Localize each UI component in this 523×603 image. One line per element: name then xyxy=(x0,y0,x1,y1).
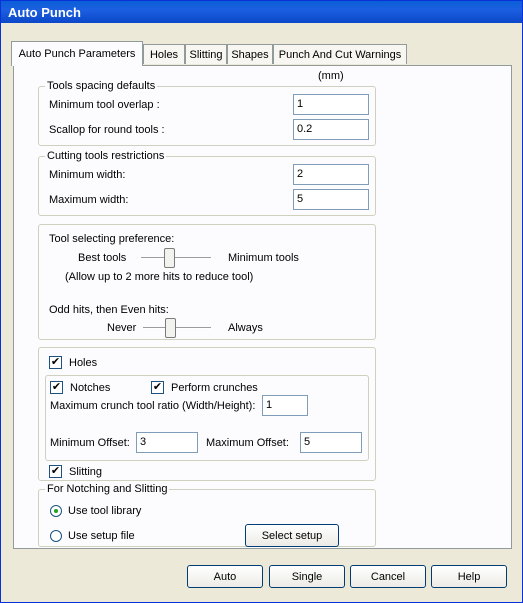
tab-label: Punch And Cut Warnings xyxy=(278,49,402,61)
max-offset-label: Maximum Offset: xyxy=(206,437,289,449)
tab-auto-punch-parameters[interactable] xyxy=(11,41,143,66)
group-title: For Notching and Slitting xyxy=(47,483,168,495)
window-title: Auto Punch xyxy=(8,5,81,20)
group-title: Tools spacing defaults xyxy=(47,80,156,92)
tool-selecting-title: Tool selecting preference: xyxy=(49,233,175,245)
min-offset-label: Minimum Offset: xyxy=(50,437,130,449)
max-offset-field[interactable]: 5 xyxy=(300,432,362,453)
scallop-field[interactable]: 0.2 xyxy=(293,119,369,140)
crunch-ratio-label: Maximum crunch tool ratio (Width/Height): xyxy=(50,400,256,412)
max-width-label: Maximum width: xyxy=(49,194,129,206)
tool-preference-slider[interactable] xyxy=(164,248,175,268)
holes-label: Holes xyxy=(69,357,98,369)
scallop-label: Scallop for round tools : xyxy=(49,124,165,136)
notches-group xyxy=(45,375,369,461)
tab-label: Slitting xyxy=(189,49,223,61)
select-setup-button[interactable]: Select setup xyxy=(245,524,339,547)
tab-label: Auto Punch Parameters xyxy=(18,48,136,60)
unit-label: (mm) xyxy=(318,70,344,82)
best-tools-label: Best tools xyxy=(78,252,127,264)
always-label: Always xyxy=(228,322,263,334)
slitting-checkbox[interactable]: ✔ xyxy=(50,465,61,477)
notches-label: Notches xyxy=(70,382,111,394)
min-offset-field[interactable]: 3 xyxy=(136,432,198,453)
group-title: Cutting tools restrictions xyxy=(47,150,165,162)
tab-panel xyxy=(13,65,512,549)
tools-spacing-group xyxy=(38,80,376,146)
tool-preference-slider-track xyxy=(141,257,211,259)
crunch-ratio-field[interactable]: 1 xyxy=(262,395,308,416)
help-button[interactable]: Help xyxy=(431,565,507,588)
min-width-label: Minimum width: xyxy=(49,169,126,181)
tab-shapes[interactable] xyxy=(227,44,273,64)
max-width-field[interactable]: 5 xyxy=(293,189,369,210)
slitting-label: Slitting xyxy=(69,466,103,478)
use-tool-library-radio[interactable] xyxy=(50,505,62,517)
min-overlap-field[interactable]: 1 xyxy=(293,94,369,115)
never-label: Never xyxy=(107,322,137,334)
perform-crunches-checkbox[interactable]: ✔ xyxy=(152,381,163,393)
cutting-restrictions-group xyxy=(38,150,376,216)
title-bar[interactable] xyxy=(1,1,522,23)
odd-even-slider-track xyxy=(143,327,211,329)
cancel-button[interactable]: Cancel xyxy=(350,565,426,588)
odd-even-title: Odd hits, then Even hits: xyxy=(49,304,169,316)
holes-checkbox[interactable]: ✔ xyxy=(50,356,61,368)
min-width-field[interactable]: 2 xyxy=(293,164,369,185)
use-tool-library-label: Use tool library xyxy=(68,505,142,517)
tool-selecting-group xyxy=(38,224,376,340)
tab-label: Holes xyxy=(149,49,179,61)
holes-notches-group xyxy=(38,347,376,481)
min-overlap-label: Minimum tool overlap : xyxy=(49,99,160,111)
single-button[interactable]: Single xyxy=(269,565,345,588)
notching-slitting-group xyxy=(38,483,376,547)
minimum-tools-label: Minimum tools xyxy=(228,252,299,264)
tab-label: Shapes xyxy=(231,49,269,61)
auto-button[interactable]: Auto xyxy=(187,565,263,588)
allow-hits-note: (Allow up to 2 more hits to reduce tool) xyxy=(65,271,254,283)
tab-slitting[interactable] xyxy=(185,44,227,64)
tab-punch-and-cut-warnings[interactable] xyxy=(273,44,407,64)
tab-holes[interactable] xyxy=(143,44,185,64)
use-setup-file-label: Use setup file xyxy=(68,530,135,542)
odd-even-slider[interactable] xyxy=(165,318,176,338)
perform-crunches-label: Perform crunches xyxy=(171,382,258,394)
use-setup-file-radio[interactable] xyxy=(50,530,62,542)
radio-selected-dot xyxy=(54,509,58,513)
notches-checkbox[interactable]: ✔ xyxy=(51,381,62,393)
